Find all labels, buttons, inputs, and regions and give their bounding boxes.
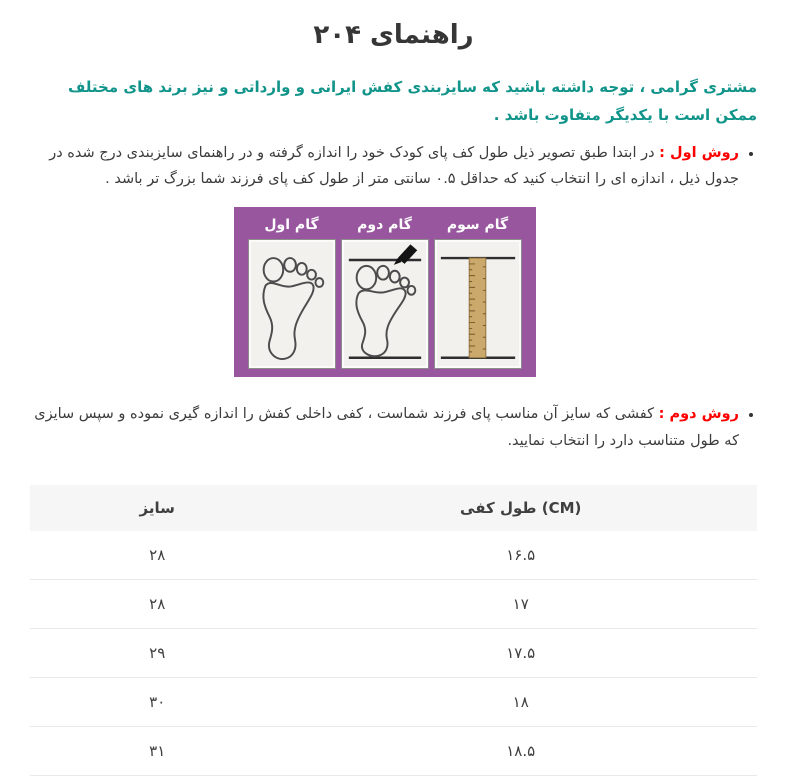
insole-value: ۱۷.۵ [284,628,757,677]
step-2 [341,213,429,369]
method-2-label: روش دوم : [658,406,739,423]
step-1-panel [248,239,336,369]
foot-pencil-marks-icon [342,240,428,368]
size-header: سایز [30,485,284,531]
step-3-panel [434,239,522,369]
size-table-row [30,579,757,628]
step-2-panel [341,239,429,369]
step-1 [248,213,336,369]
size-table-header-row [30,485,757,531]
step-3-label: گام سوم [446,217,509,234]
size-value: ۲۸ [30,579,284,628]
step-3 [434,213,522,369]
insole-value: ۱۸.۵ [284,726,757,775]
insole-value: ۱۸ [284,677,757,726]
size-table-row [30,677,757,726]
method-1-label: روش اول : [659,144,739,161]
page-title: راهنمای ۲۰۴ [313,20,474,50]
methods-list [30,140,757,455]
step-2-label: گام دوم [357,217,412,234]
method-1-item [30,140,739,378]
intro-note: مشتری گرامی ، توجه داشته باشید که سایزبندی کفش ایرانی و وارداتی و نیز برند های مختلف ممکن است با یکدیگر متفاوت باشد . [67,78,757,124]
step-1-label: گام اول [264,217,319,234]
size-table-row [30,531,757,580]
ruler-icon [435,240,521,368]
insole-length-header: طول کفی (CM) [284,485,757,531]
size-value: ۳۱ [30,726,284,775]
size-table-row [30,628,757,677]
measurement-steps-image [234,207,536,377]
size-value: ۲۸ [30,531,284,580]
insole-value: ۱۶.۵ [284,531,757,580]
pencil-icon [393,245,416,266]
method-1-text: در ابتدا طبق تصویر ذیل طول کف پای کودک خود را اندازه گرفته و در راهنمای سایزبندی درج شده در جدول ذیل ، اندازه ای را انتخاب کنید که حداقل ۰.۵ سانتی متر از طول کف پای فرزند شما بزرگ تر باشد . [49,144,739,188]
size-table [30,485,757,776]
foot-outline-icon [249,240,335,368]
size-value: ۲۹ [30,628,284,677]
insole-value: ۱۷ [284,579,757,628]
size-table-row [30,726,757,775]
size-value: ۳۰ [30,677,284,726]
method-2-text: کفشی که سایز آن مناسب پای فرزند شماست ، کفی داخلی کفش را اندازه گیری نموده و سپس سایزی که طول متناسب دارد را انتخاب نمایید. [34,406,739,449]
method-2-item [30,401,739,455]
